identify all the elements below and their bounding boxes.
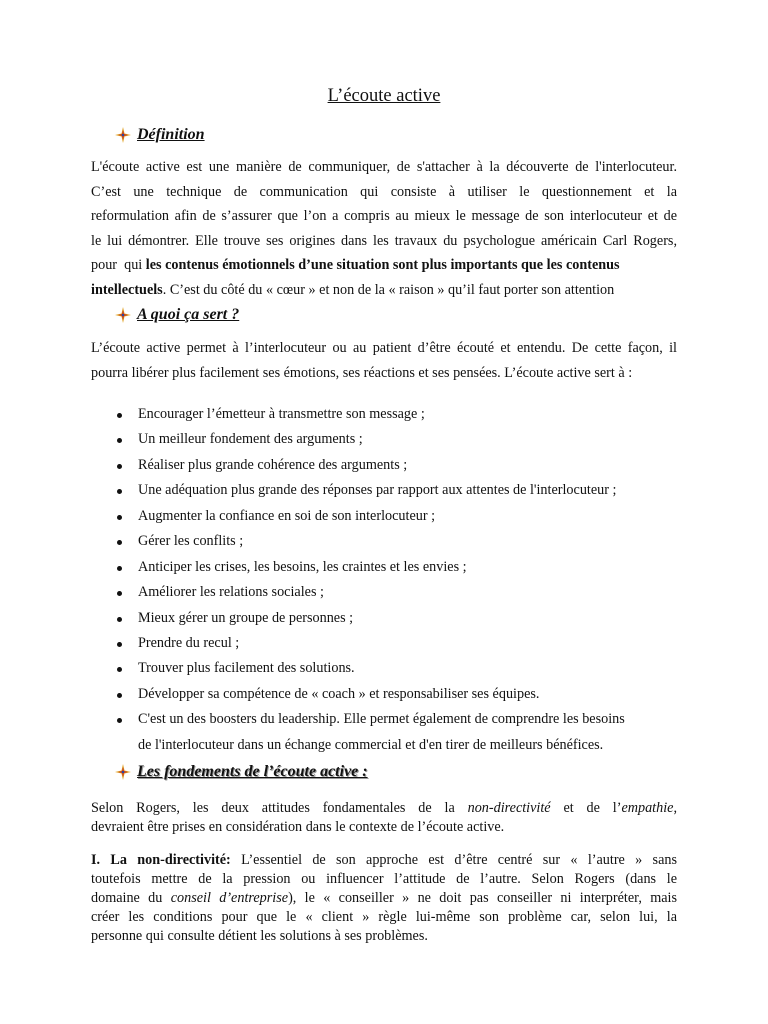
bold-text-run: intellectuels	[91, 281, 163, 298]
italic-text-run: non-directivité	[467, 800, 551, 816]
bullet-dot-icon	[117, 540, 122, 545]
list-item-text: Encourager l’émetteur à transmettre son message ;	[138, 406, 425, 422]
text-line: L'écoute active est une manière de communiquer, de s'attacher à la découverte de l'interlocuteur.	[91, 159, 677, 175]
list-item-text: C'est un des boosters du leadership. Elle permet également de comprendre les besoins	[138, 711, 625, 728]
heading-label: Les fondements de l’écoute active :	[137, 763, 368, 780]
bullet-dot-icon	[117, 413, 122, 418]
bold-text-run: les contenus émotionnels d’une situation sont plus importants que les contenus	[145, 257, 620, 274]
list-item-text: de l'interlocuteur dans un échange commercial et d'en tirer de meilleurs bénéfices.	[138, 736, 604, 753]
text-run: domaine du	[91, 890, 171, 906]
list-item	[115, 580, 677, 605]
text-line: toutefois mettre de la pression ou influencer l’attitude de l’autre. Selon Rogers (dans le	[91, 871, 677, 887]
text-line: le lui démontrer. Elle trouve ses origines dans les travaux du psychologue américain Carl Rogers,	[91, 232, 677, 249]
list-item	[115, 504, 677, 529]
list-item	[115, 631, 677, 656]
italic-text-run: empathie	[621, 800, 674, 816]
section-heading-usage	[115, 306, 239, 324]
list-item	[115, 555, 677, 580]
list-item	[115, 682, 677, 707]
bullet-dot-icon	[117, 591, 122, 596]
text-run: ), le « conseiller » ne doit pas conseiller ni interpréter, mais	[288, 890, 677, 906]
bullet-dot-icon	[117, 667, 122, 672]
sparkle-bullet-icon	[115, 764, 131, 780]
text-line: L’écoute active permet à l’interlocuteur ou au patient d’être écouté et entendu. De cette façon, il	[91, 340, 677, 356]
bullet-dot-icon	[117, 718, 122, 723]
text-line: devraient être prises en considération dans le contexte de l’écoute active.	[91, 819, 505, 835]
text-line: personne qui consulte détient les solutions à ses problèmes.	[91, 928, 428, 944]
list-item-text: Gérer les conflits ;	[138, 533, 244, 550]
list-item-text: Réaliser plus grande cohérence des arguments ;	[138, 456, 408, 473]
section-heading-foundations	[115, 763, 368, 781]
bullet-dot-icon	[117, 438, 122, 443]
text-run: L’essentiel de son approche est d’être centré sur « l’autre » sans	[230, 852, 677, 868]
list-item-text: Un meilleur fondement des arguments ;	[138, 431, 363, 448]
section-heading-definition	[115, 126, 205, 144]
italic-text-run: conseil d’entreprise	[170, 890, 289, 906]
sparkle-bullet-icon	[115, 127, 131, 143]
usage-bullet-list	[115, 402, 677, 758]
list-item-text: Une adéquation plus grande des réponses par rapport aux attentes de l'interlocuteur ;	[138, 482, 617, 499]
text-run: et de l’	[550, 800, 622, 816]
list-item-text: Développer sa compétence de « coach » et responsabiliser ses équipes.	[138, 685, 540, 702]
foundations-paragraph-2	[91, 851, 677, 946]
definition-paragraph	[91, 155, 677, 303]
list-item	[115, 707, 677, 758]
list-item	[115, 478, 677, 503]
page-title: L’écoute active	[327, 86, 441, 106]
list-item-text: Anticiper les crises, les besoins, les craintes et les envies ;	[138, 558, 467, 575]
text-line: pourra libérer plus facilement ses émotions, ses réactions et ses pensées. L’écoute active sert à :	[91, 364, 633, 381]
text-run: . C’est du côté du « cœur » et non de la « raison » qu’il faut porter son attention	[162, 281, 615, 298]
list-item	[115, 656, 677, 681]
bullet-dot-icon	[117, 642, 122, 647]
text-line	[91, 851, 677, 870]
text-line	[91, 253, 677, 278]
text-line	[91, 799, 677, 818]
heading-label: Définition	[137, 126, 205, 143]
heading-label: A quoi ça sert ?	[137, 306, 240, 323]
sparkle-bullet-icon	[115, 307, 131, 323]
list-item	[115, 402, 677, 427]
list-item	[115, 606, 677, 631]
usage-intro-paragraph	[91, 336, 677, 385]
bold-text-run: I. La non-directivité:	[91, 852, 231, 868]
list-item-text: Mieux gérer un groupe de personnes ;	[138, 609, 354, 626]
list-item-text: Prendre du recul ;	[138, 634, 240, 651]
text-line	[91, 278, 677, 303]
bullet-dot-icon	[117, 566, 122, 571]
text-line: créer les conditions pour que le « client » règle lui-même son problème car, selon lui, la	[91, 909, 677, 925]
text-run: Selon Rogers, les deux attitudes fondamentales de la	[91, 800, 468, 816]
list-item-text: Trouver plus facilement des solutions.	[138, 660, 355, 677]
bullet-dot-icon	[117, 617, 122, 622]
bullet-dot-icon	[117, 693, 122, 698]
text-run: pour qui	[91, 257, 146, 274]
list-item-text: Améliorer les relations sociales ;	[138, 584, 324, 601]
list-item	[115, 529, 677, 554]
text-line: reformulation afin de s’assurer que l’on a compris au mieux le message de son interlocuteur et de	[91, 208, 677, 225]
bullet-dot-icon	[117, 464, 122, 469]
list-item-text: Augmenter la confiance en soi de son interlocuteur ;	[138, 507, 436, 524]
bullet-dot-icon	[117, 489, 122, 494]
foundations-paragraph-1	[91, 799, 677, 837]
list-item	[115, 427, 677, 452]
bullet-dot-icon	[117, 515, 122, 520]
text-line: C’est une technique de communication qui consiste à utiliser le questionnement et la	[91, 183, 677, 200]
text-line	[91, 889, 677, 908]
list-item	[115, 453, 677, 478]
text-run: ,	[673, 800, 677, 816]
